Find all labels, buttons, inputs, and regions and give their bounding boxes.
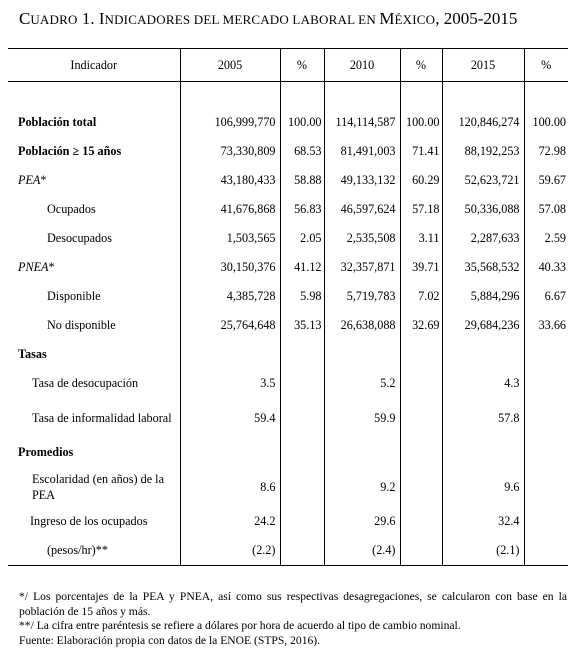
percent-cell: 33.66 [538, 318, 566, 332]
percent-cell: 58.88 [280, 166, 324, 195]
percent-cell: 41.12 [280, 253, 324, 282]
row-label: Disponible [8, 282, 180, 311]
section-row [8, 438, 568, 467]
percent-cell: 2.59 [544, 231, 566, 245]
footnote: */ Los porcentajes de la PEA y PNEA, así como sus respectivas desagregaciones, se calcularon con base en la población de 15 años y más. [19, 590, 567, 618]
percent-cell: 60.29 [400, 166, 442, 195]
title-part: 1. [77, 9, 99, 28]
row-label-italic: PNEA [18, 260, 49, 274]
value-cell: 2,535,508 [324, 224, 400, 253]
row-label: Tasa de informalidad laboral [8, 398, 180, 438]
percent-cell: 32.69 [400, 311, 442, 340]
value-cell: 5,884,296 [442, 282, 524, 311]
table-row [8, 398, 568, 438]
table-row [8, 507, 568, 536]
value-cell: 1,503,565 [180, 224, 280, 253]
value-cell: 106,999,770 [180, 108, 280, 137]
value-cell: 32.4 [442, 507, 524, 536]
row-label: No disponible [8, 311, 180, 340]
value-cell: 4,385,728 [180, 282, 280, 311]
value-cell: 8.6 [180, 467, 280, 507]
value-cell: 29,684,236 [442, 311, 524, 340]
table-row [8, 467, 568, 507]
value-cell: 3.5 [180, 369, 280, 398]
value-cell: 41,676,868 [180, 195, 280, 224]
value-cell: 46,597,624 [324, 195, 400, 224]
value-cell: 59.4 [180, 398, 280, 438]
row-label: Tasa de desocupación [8, 369, 180, 398]
value-cell: 120,846,274 [442, 108, 524, 137]
title-part: UADRO [30, 12, 78, 27]
value-cell: 29.6 [324, 507, 400, 536]
row-label-mark: * [48, 260, 55, 274]
table-row [8, 369, 568, 398]
labor-market-table [8, 48, 568, 566]
percent-cell: 59.67 [538, 173, 566, 187]
value-cell: 5,719,783 [324, 282, 400, 311]
percent-cell: 71.41 [400, 137, 442, 166]
header-cell: % [524, 49, 568, 82]
percent-cell: 35.13 [280, 311, 324, 340]
value-cell: 52,623,721 [442, 166, 524, 195]
row-label [8, 253, 180, 282]
table-row [8, 253, 568, 282]
value-cell: 30,150,376 [180, 253, 280, 282]
percent-cell: 40.33 [538, 260, 566, 274]
value-cell: 24.2 [180, 507, 280, 536]
section-row [8, 340, 568, 369]
row-label-italic: PEA [18, 173, 41, 187]
row-label: Desocupados [8, 224, 180, 253]
table-row [8, 166, 568, 195]
row-label: Ocupados [8, 195, 180, 224]
header-cell: 2005 [180, 49, 280, 82]
percent-cell: 5.98 [280, 282, 324, 311]
value-cell: 2,287,633 [442, 224, 524, 253]
value-cell: 9.6 [442, 467, 524, 507]
value-cell: 114,114,587 [324, 108, 400, 137]
percent-cell: 57.08 [538, 202, 566, 216]
header-cell: % [400, 49, 442, 82]
value-cell: 43,180,433 [180, 166, 280, 195]
header-cell: 2015 [442, 49, 524, 82]
row-label-mark: * [40, 173, 47, 187]
value-cell: (2.1) [442, 536, 524, 566]
value-cell: 25,764,648 [180, 311, 280, 340]
footnote: **/ La cifra entre paréntesis se refiere a dólares por hora de acuerdo al tipo de cambio nominal. [19, 619, 461, 632]
value-cell: 73,330,809 [180, 137, 280, 166]
table-title [19, 9, 517, 30]
value-cell: 35,568,532 [442, 253, 524, 282]
value-cell: 59.9 [324, 398, 400, 438]
percent-cell: 56.83 [280, 195, 324, 224]
title-part: M [379, 9, 395, 28]
table-row [8, 137, 568, 166]
value-cell: 49,133,132 [324, 166, 400, 195]
value-cell: 4.3 [442, 369, 524, 398]
row-label [8, 166, 180, 195]
percent-cell: 100.00 [400, 108, 442, 137]
row-label: Población ≥ 15 años [8, 137, 180, 166]
percent-cell: 6.67 [544, 289, 566, 303]
header-row [8, 49, 568, 82]
row-label: Población total [8, 108, 180, 137]
section-label: Tasas [8, 340, 180, 369]
title-part: C [19, 9, 31, 28]
row-label: Escolaridad (en años) de la PEA [8, 467, 180, 507]
row-label: Ingreso de los ocupados [8, 507, 180, 536]
percent-cell: 100.00 [532, 115, 566, 129]
percent-cell: 39.71 [400, 253, 442, 282]
percent-cell: 68.53 [280, 137, 324, 166]
value-cell: 5.2 [324, 369, 400, 398]
header-cell: Indicador [8, 49, 180, 82]
percent-cell: 7.02 [400, 282, 442, 311]
value-cell: 88,192,253 [442, 137, 524, 166]
value-cell: 50,336,088 [442, 195, 524, 224]
source-note: Fuente: Elaboración propia con datos de la ENOE (STPS, 2016). [19, 633, 321, 647]
value-cell: 81,491,003 [324, 137, 400, 166]
title-part: I [98, 9, 105, 28]
header-cell: 2010 [324, 49, 400, 82]
value-cell: (2.4) [324, 536, 400, 566]
table-row [8, 311, 568, 340]
table-row [8, 195, 568, 224]
value-cell: 57.8 [442, 398, 524, 438]
spacer-row [8, 82, 568, 109]
percent-cell: 57.18 [400, 195, 442, 224]
table-row [8, 224, 568, 253]
percent-cell: 72.98 [538, 144, 566, 158]
row-label: (pesos/hr)** [8, 536, 180, 566]
title-part: ÉXICO [394, 12, 436, 27]
section-label: Promedios [8, 438, 180, 467]
table-row [8, 108, 568, 137]
value-cell: 26,638,088 [324, 311, 400, 340]
value-cell: 9.2 [324, 467, 400, 507]
title-part: NDICADORES DEL MERCADO LABORAL EN [104, 12, 380, 27]
percent-cell: 2.05 [280, 224, 324, 253]
table-row [8, 536, 568, 566]
value-cell: (2.2) [180, 536, 280, 566]
footnotes [19, 590, 567, 648]
value-cell: 32,357,871 [324, 253, 400, 282]
header-cell: % [280, 49, 324, 82]
title-part: , 2005-2015 [435, 9, 518, 28]
table-row [8, 282, 568, 311]
percent-cell: 3.11 [400, 224, 442, 253]
percent-cell: 100.00 [280, 108, 324, 137]
